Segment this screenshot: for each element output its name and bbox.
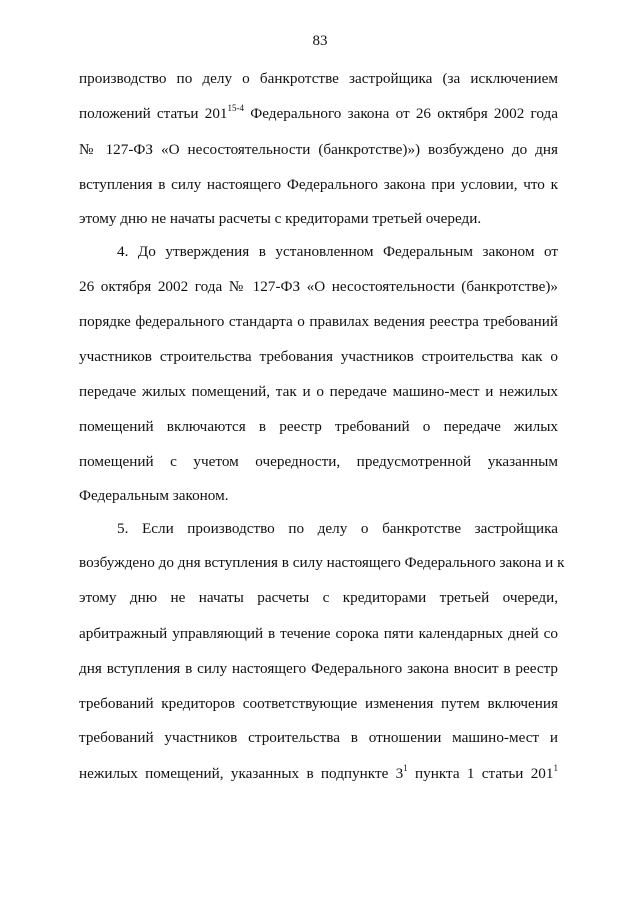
paragraph-3-line-1: 5. Если производство по делу о банкротстве застройщика — [117, 520, 558, 537]
paragraph-3-line-5: дня вступления в силу настоящего Федерального закона вносит в реестр — [79, 660, 558, 677]
superscript: 1 — [553, 762, 558, 773]
paragraph-3-line-8 — [79, 764, 558, 784]
paragraph-3-line-7: требований участников строительства в отношении машино-мест и — [79, 729, 558, 746]
paragraph-2-line-8: Федеральным законом. — [79, 487, 229, 504]
page-number: 83 — [312, 33, 328, 49]
paragraph-1-line-1: производство по делу о банкротстве застройщика (за исключением — [79, 70, 558, 87]
superscript: 1 — [403, 762, 408, 773]
paragraph-2-line-1: 4. До утверждения в установленном Федеральным законом от — [117, 243, 558, 260]
paragraph-3-line-6: требований кредиторов соответствующие изменения путем включения — [79, 695, 558, 712]
paragraph-2-line-7: помещений с учетом очередности, предусмотренной указанным — [79, 453, 558, 470]
paragraph-3-line-4: арбитражный управляющий в течение сорока пяти календарных дней со — [79, 625, 558, 642]
paragraph-1-line-5: этому дню не начаты расчеты с кредиторами третьей очереди. — [79, 210, 482, 227]
text-fragment: Федерального закона от 26 октября 2002 года — [244, 105, 558, 122]
superscript: 15-4 — [227, 102, 245, 113]
paragraph-1-line-2 — [79, 104, 558, 124]
text-fragment: положений статьи 201 — [79, 105, 228, 122]
text-fragment: нежилых помещений, указанных в подпункте 3 — [79, 765, 404, 782]
paragraph-2-line-6: помещений включаются в реестр требований о передаче жилых — [79, 418, 558, 435]
paragraph-2-line-4: участников строительства требования участников строительства как о — [79, 348, 558, 365]
paragraph-1-line-4: вступления в силу настоящего Федерального закона при условии, что к — [79, 176, 558, 193]
paragraph-2-line-3: порядке федерального стандарта о правилах ведения реестра требований — [79, 313, 558, 330]
paragraph-2-line-2: 26 октября 2002 года № 127-ФЗ «О несостоятельности (банкротстве)» — [79, 278, 558, 295]
paragraph-1-line-3: № 127-ФЗ «О несостоятельности (банкротстве)») возбуждено до дня — [79, 141, 558, 158]
text-fragment: пункта 1 статьи 201 — [407, 765, 554, 782]
paragraph-3-line-2: возбуждено до дня вступления в силу настоящего Федерального закона и к — [79, 554, 565, 571]
paragraph-2-line-5: передаче жилых помещений, так и о передаче машино-мест и нежилых — [79, 383, 558, 400]
paragraph-3-line-3: этому дню не начаты расчеты с кредиторами третьей очереди, — [79, 589, 558, 606]
